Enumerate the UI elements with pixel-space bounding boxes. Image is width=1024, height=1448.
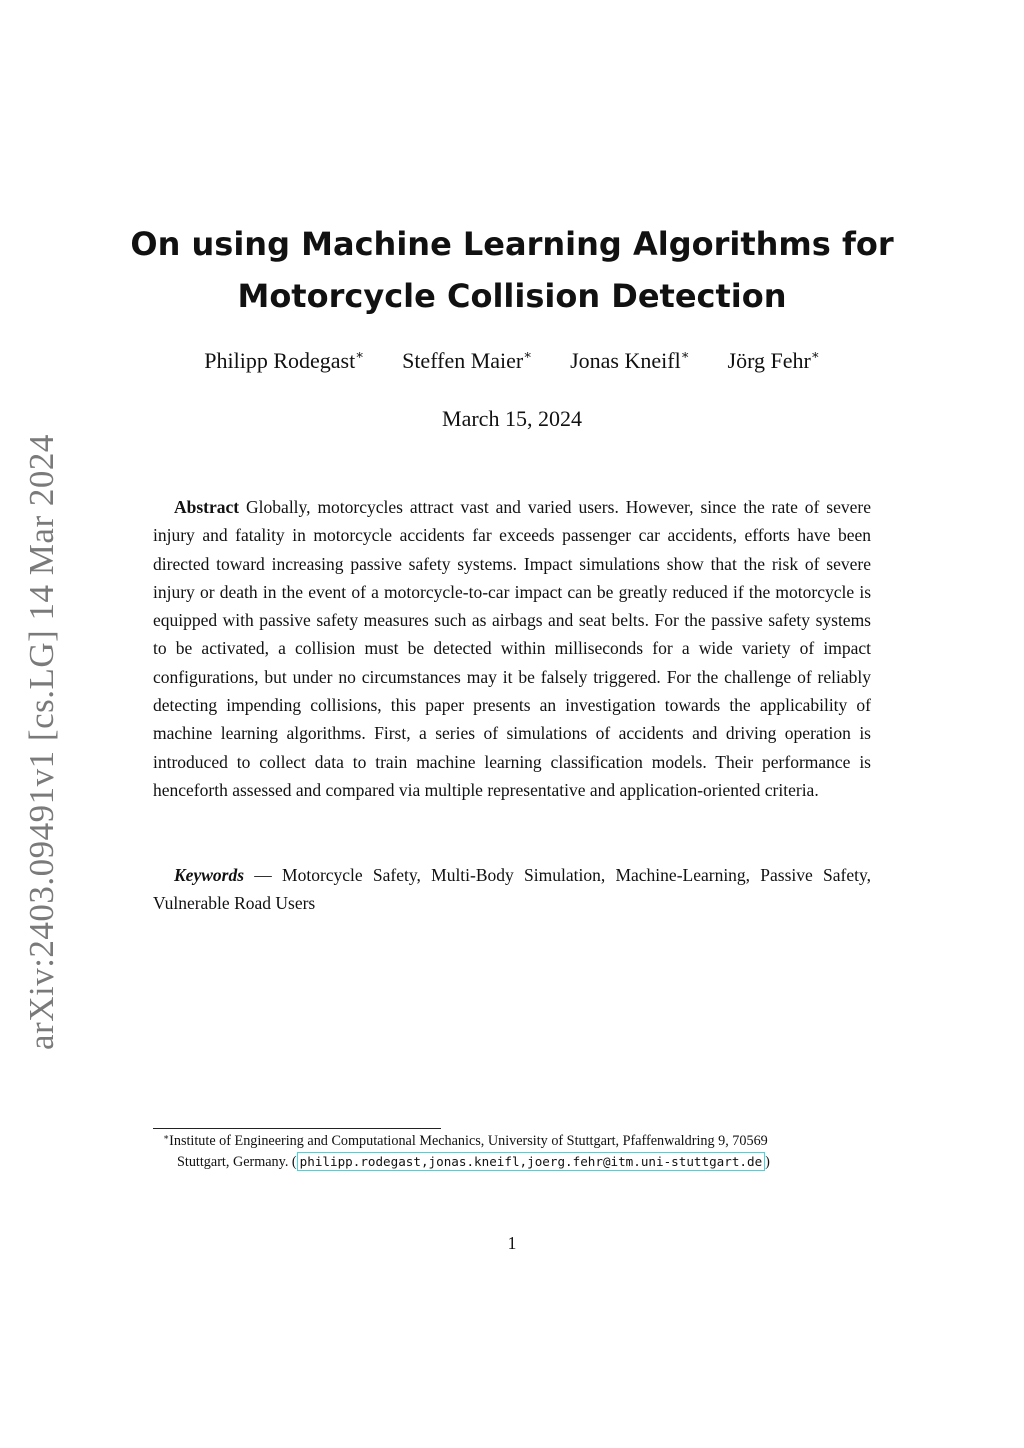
author-name: Jonas Kneifl (570, 348, 681, 373)
abstract-label: Abstract (174, 497, 240, 517)
footnote-close-paren: ) (765, 1154, 770, 1170)
author-2 (402, 345, 532, 377)
keywords-label: Keywords (174, 865, 244, 885)
abstract-paragraph (153, 493, 871, 804)
footnote-mark: ∗ (163, 1132, 170, 1142)
title-line-1: On using Machine Learning Algorithms for (130, 225, 894, 263)
author-list (100, 345, 924, 377)
affiliation-mark: ∗ (810, 347, 820, 362)
author-name: Jörg Fehr (727, 348, 811, 373)
author-name: Steffen Maier (402, 348, 524, 373)
abstract-text: Globally, motorcycles attract vast and varied users. However, since the rate of severe injury and fatality in motorcycle accidents far exceeds passenger car accidents, efforts have been directed toward increasing passive safety systems. Impact simulations show that the risk of severe injury or death in the event of a motorcycle-to-car impact can be greatly reduced if the motorcycle is equipped with passive safety measures such as airbags and seat belts. For the passive safety systems to be activated, a collision must be detected within milliseconds for a wide variety of impact configurations, but under no circumstances may it be falsely triggered. For the challenge of reliably detecting impending collisions, this paper presents an investigation towards the applicability of machine learning algorithms. First, a series of simulations of accidents and driving operation is introduced to collect data to train machine learning classification models. Their performance is henceforth assessed and compared via multiple representative and application-oriented criteria. (153, 497, 871, 800)
keywords-paragraph (153, 861, 871, 918)
footnote-line-1 (153, 1131, 883, 1152)
affiliation-location: Stuttgart, Germany. ( (177, 1154, 297, 1170)
page-number: 1 (507, 1233, 517, 1253)
arxiv-identifier-stamp: arXiv:2403.09491v1 [cs.LG] 14 Mar 2024 (22, 434, 61, 1050)
affiliation-mark: ∗ (523, 347, 533, 362)
footnote-line-2 (153, 1152, 883, 1173)
publication-date: March 15, 2024 (442, 406, 582, 431)
author-4 (728, 345, 820, 377)
paper-title (100, 218, 924, 322)
affiliation-mark: ∗ (680, 347, 690, 362)
author-name: Philipp Rodegast (204, 348, 356, 373)
affiliation-mark: ∗ (355, 347, 365, 362)
affiliation-footnote (153, 1131, 883, 1173)
title-line-2: Motorcycle Collision Detection (237, 277, 787, 315)
footnote-divider (153, 1128, 441, 1129)
email-link[interactable]: philipp.rodegast,jonas.kneifl,joerg.fehr@itm.uni-stuttgart.de (297, 1152, 766, 1171)
author-3 (570, 345, 689, 377)
affiliation-text: Institute of Engineering and Computational Mechanics, University of Stuttgart, Pfaffenwaldring 9, 70569 (169, 1133, 768, 1149)
keywords-text: — Motorcycle Safety, Multi-Body Simulation, Machine-Learning, Passive Safety, Vulnerable Road Users (153, 865, 872, 914)
author-1 (204, 345, 364, 377)
